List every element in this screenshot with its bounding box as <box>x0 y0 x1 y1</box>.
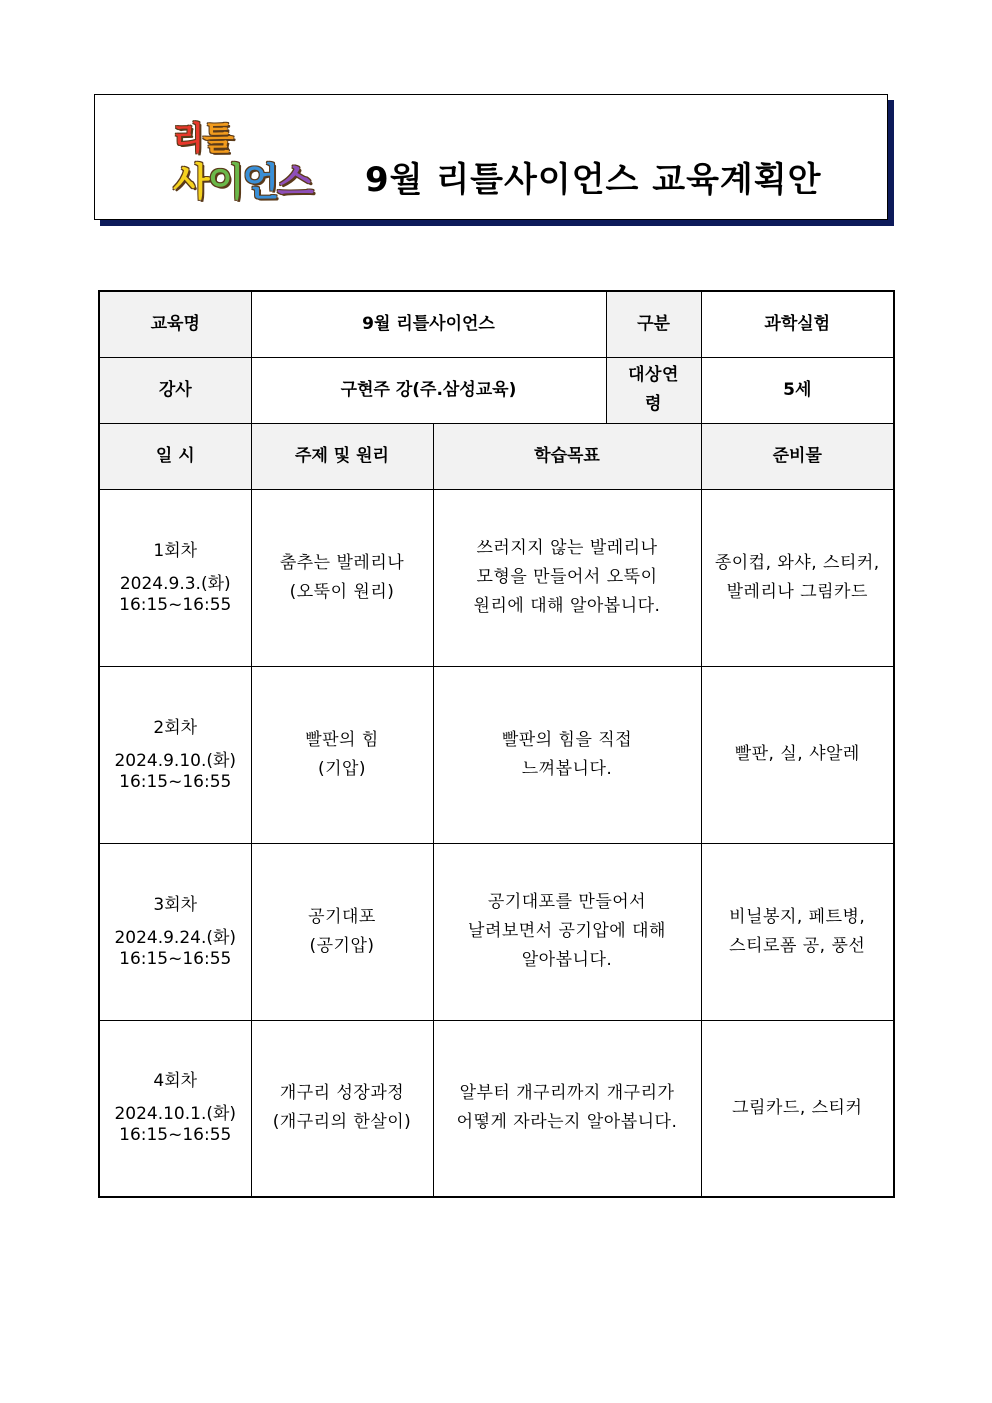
column-header-topic: 주제 및 원리 <box>251 423 433 489</box>
session-row <box>99 489 894 666</box>
session-materials: 빨판, 실, 샤알레 <box>701 666 894 843</box>
column-header-datetime: 일 시 <box>99 423 251 489</box>
session-topic: 춤추는 발레리나 (오뚝이 원리) <box>251 489 433 666</box>
session-datetime <box>99 489 251 666</box>
session-row <box>99 666 894 843</box>
session-topic: 공기대포 (공기압) <box>251 843 433 1020</box>
session-topic: 빨판의 힘 (기압) <box>251 666 433 843</box>
type-value: 과학실험 <box>701 291 894 357</box>
logo-glyph: 언 <box>242 160 278 204</box>
title-box <box>94 94 888 220</box>
logo-glyph: 리 <box>173 119 203 157</box>
teacher-label: 강사 <box>99 357 251 423</box>
session-goal: 알부터 개구리까지 개구리가 어떻게 자라는지 알아봅니다. <box>433 1020 701 1197</box>
logo-glyph: 이 <box>207 160 243 204</box>
session-datetime <box>99 666 251 843</box>
session-number: 4회차 <box>153 1071 198 1092</box>
education-plan-table <box>98 290 895 1198</box>
session-date: 2024.10.1.(화) <box>114 1104 237 1125</box>
info-row-name <box>99 291 894 357</box>
session-number: 1회차 <box>153 540 198 561</box>
session-materials: 종이컵, 와샤, 스티커, 발레리나 그림카드 <box>701 489 894 666</box>
session-time: 16:15~16:55 <box>119 1125 232 1146</box>
column-header-materials: 준비물 <box>701 423 894 489</box>
logo-line2 <box>173 151 312 206</box>
session-goal: 쓰러지지 않는 발레리나 모형을 만들어서 오뚝이 원리에 대해 알아봅니다. <box>433 489 701 666</box>
session-topic: 개구리 성장과정 (개구리의 한살이) <box>251 1020 433 1197</box>
session-date: 2024.9.24.(화) <box>114 927 237 948</box>
info-row-teacher <box>99 357 894 423</box>
session-time: 16:15~16:55 <box>119 771 232 792</box>
session-number: 3회차 <box>153 894 198 915</box>
session-time: 16:15~16:55 <box>119 594 232 615</box>
name-label: 교육명 <box>99 291 251 357</box>
session-materials: 그림카드, 스티커 <box>701 1020 894 1197</box>
session-number: 2회차 <box>153 717 198 738</box>
column-header-goal: 학습목표 <box>433 423 701 489</box>
session-row <box>99 1020 894 1197</box>
session-datetime <box>99 1020 251 1197</box>
session-date: 2024.9.3.(화) <box>119 573 231 594</box>
age-label: 대상연 령 <box>606 357 701 423</box>
logo-glyph: 스 <box>277 160 312 204</box>
session-goal: 빨판의 힘을 직접 느껴봅니다. <box>433 666 701 843</box>
age-value: 5세 <box>701 357 894 423</box>
logo-glyph: 사 <box>173 160 208 204</box>
type-label: 구분 <box>606 291 701 357</box>
session-row <box>99 843 894 1020</box>
logo-glyph: 틀 <box>202 119 233 157</box>
teacher-value: 구현주 강(주.삼성교육) <box>251 357 606 423</box>
name-value: 9월 리틀사이언스 <box>251 291 606 357</box>
session-datetime <box>99 843 251 1020</box>
page-title: 9월 리틀사이언스 교육계획안 <box>365 160 822 200</box>
session-materials: 비닐봉지, 페트병, 스티로폼 공, 풍선 <box>701 843 894 1020</box>
session-time: 16:15~16:55 <box>119 948 232 969</box>
session-goal: 공기대포를 만들어서 날려보면서 공기압에 대해 알아봅니다. <box>433 843 701 1020</box>
session-date: 2024.9.10.(화) <box>114 750 237 771</box>
little-science-logo <box>173 113 343 203</box>
column-header-row <box>99 423 894 489</box>
